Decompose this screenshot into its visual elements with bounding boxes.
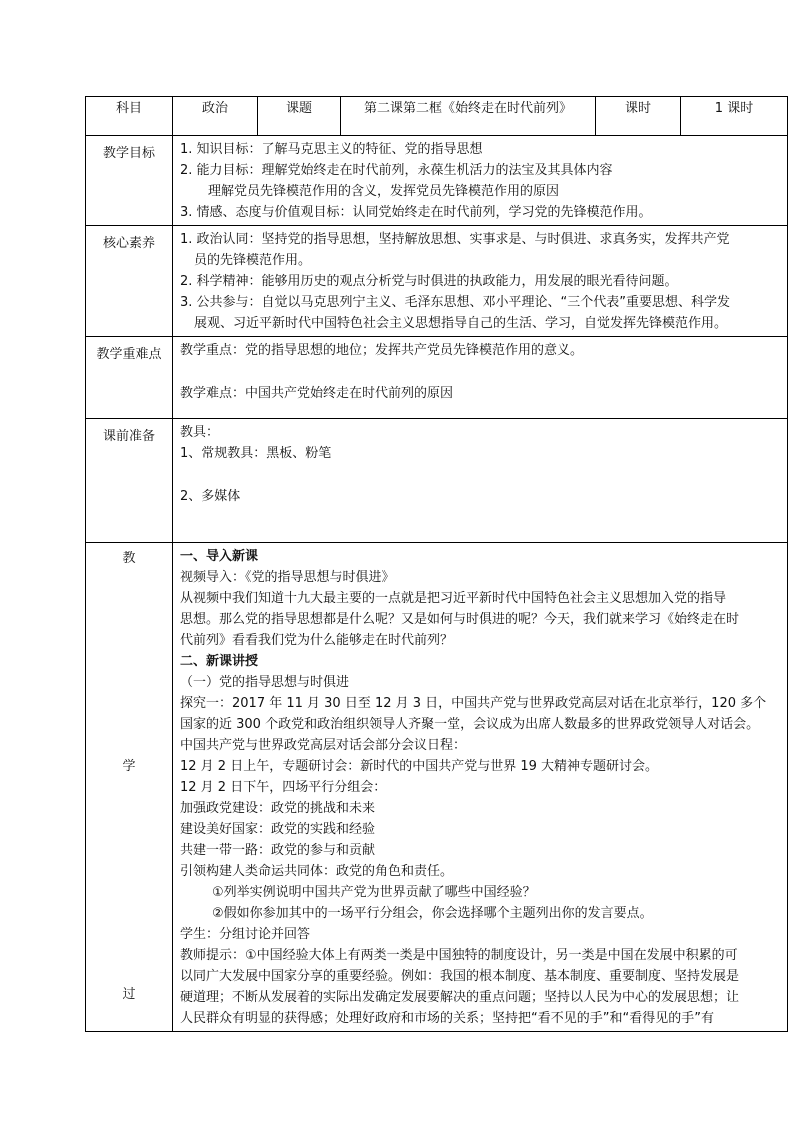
prep-row: [86, 419, 788, 543]
process-content: [173, 543, 788, 1032]
prep-label: 课前准备: [86, 419, 173, 543]
focus-line: 教学重点：党的指导思想的地位；发挥共产党员先锋模范作用的意义。: [180, 343, 584, 358]
explore-line: 中国共产党与世界政党高层对话会部分会议日程：: [180, 738, 467, 753]
teacher-line: 以同广大发展中国家分享的重要经验。例如：我国的根本制度、基本制度、重要制度、坚持发展是: [180, 969, 740, 984]
explore-line: 国家的近 300 个政党和政治组织领导人齐聚一堂，会议成为出席人数最多的世界政党领导人对话会。: [180, 717, 760, 732]
difficulty-line: 教学难点：中国共产党始终走在时代前列的原因: [180, 386, 454, 401]
explore-line: 建设美好国家：政党的实践和经验: [180, 822, 376, 837]
process-label-char: 过: [122, 987, 136, 1002]
video-line: 视频导入：《党的指导思想与时俱进》: [180, 570, 395, 585]
process-label-char: 教: [122, 551, 136, 566]
goal-line: 理解党员先锋模范作用的含义，发挥党员先锋模范作用的原因: [208, 184, 560, 199]
header-row: [86, 97, 788, 136]
explore-line: 共建一带一路：政党的参与和贡献: [180, 843, 376, 858]
section-title: 一、导入新课: [180, 549, 259, 564]
question-line: ①列举实例说明中国共产党为世界贡献了哪些中国经验？: [212, 885, 536, 900]
goals-content: [173, 136, 788, 226]
section-title: 二、新课讲授: [180, 654, 259, 669]
hours-value: 1 课时: [681, 97, 788, 136]
goals-label: 教学目标: [86, 136, 173, 226]
teacher-line: 教师提示：①中国经验大体上有两类一类是中国独特的制度设计，另一类是中国在发展中积累的可: [180, 948, 738, 963]
goal-line: 1. 知识目标：了解马克思主义的特征、党的指导思想: [180, 142, 483, 157]
topic-value: 第二课第二框《始终走在时代前列》: [341, 97, 596, 136]
intro-line: 思想。那么党的指导思想都是什么呢？又是如何与时俱进的呢？今天，我们就来学习《始终走在时: [180, 612, 740, 627]
literacy-line: 展观、习近平新时代中国特色社会主义思想指导自己的生活、学习，自觉发挥先锋模范作用。: [194, 316, 728, 331]
process-label: [86, 543, 173, 1032]
topic-label: 课题: [258, 97, 341, 136]
literacy-line: 员的先锋模范作用。: [194, 253, 312, 268]
intro-line: 从视频中我们知道十九大最主要的一点就是把习近平新时代中国特色社会主义思想加入党的指导: [180, 591, 727, 606]
question-line: ②假如你参加其中的一场平行分组会，你会选择哪个主题列出你的发言要点。: [212, 906, 653, 921]
student-line: 学生：分组讨论并回答: [180, 927, 311, 942]
process-label-char: 学: [122, 759, 136, 774]
literacy-content: [173, 226, 788, 337]
explore-line: 12 月 2 日下午，四场平行分组会：: [180, 780, 387, 795]
goals-row: [86, 136, 788, 226]
literacy-row: [86, 226, 788, 337]
goal-line: 3. 情感、态度与价值观目标：认同党始终走在时代前列，学习党的先锋模范作用。: [180, 205, 652, 220]
literacy-line: 2. 科学精神：能够用历史的观点分析党与时俱进的执政能力，用发展的眼光看待问题。: [180, 274, 678, 289]
prep-line: 教具：: [180, 425, 220, 440]
literacy-line: 3. 公共参与：自觉以马克思列宁主义、毛泽东思想、邓小平理论、“三个代表”重要思想、科学发: [180, 295, 731, 310]
key-points-row: [86, 337, 788, 419]
key-points-content: [173, 337, 788, 419]
literacy-label: 核心素养: [86, 226, 173, 337]
explore-line: 探究一：2017 年 11 月 30 日至 12 月 3 日，中国共产党与世界政党高层对话在北京举行，120 多个: [180, 696, 767, 711]
prep-line: 1、常规教具：黑板、粉笔: [180, 446, 332, 461]
explore-line: 引领构建人类命运共同体：政党的角色和责任。: [180, 864, 454, 879]
subject-value: 政治: [173, 97, 258, 136]
teacher-line: 人民群众有明显的获得感；处理好政府和市场的关系；坚持把“看不见的手”和“看得见的手”有: [180, 1011, 714, 1026]
prep-line: 2、多媒体: [180, 489, 241, 504]
literacy-line: 1. 政治认同：坚持党的指导思想，坚持解放思想、实事求是、与时俱进、求真务实，发挥共产党: [180, 232, 730, 247]
process-row: [86, 543, 788, 1032]
lesson-plan-table: [85, 96, 788, 1032]
key-points-label: 教学重难点: [86, 337, 173, 419]
subsection-title: （一）党的指导思想与时俱进: [180, 675, 350, 690]
prep-content: [173, 419, 788, 543]
hours-label: 课时: [596, 97, 681, 136]
goal-line: 2. 能力目标：理解党始终走在时代前列，永葆生机活力的法宝及其具体内容: [180, 163, 613, 178]
explore-line: 12 月 2 日上午，专题研讨会：新时代的中国共产党与世界 19 大精神专题研讨会。: [180, 759, 659, 774]
explore-line: 加强政党建设：政党的挑战和未来: [180, 801, 376, 816]
intro-line: 代前列》看看我们党为什么能够走在时代前列？: [180, 633, 454, 648]
teacher-line: 硬道理；不断从发展着的实际出发确定发展要解决的重点问题；坚持以人民为中心的发展思想；让: [180, 990, 740, 1005]
subject-label: 科目: [86, 97, 173, 136]
